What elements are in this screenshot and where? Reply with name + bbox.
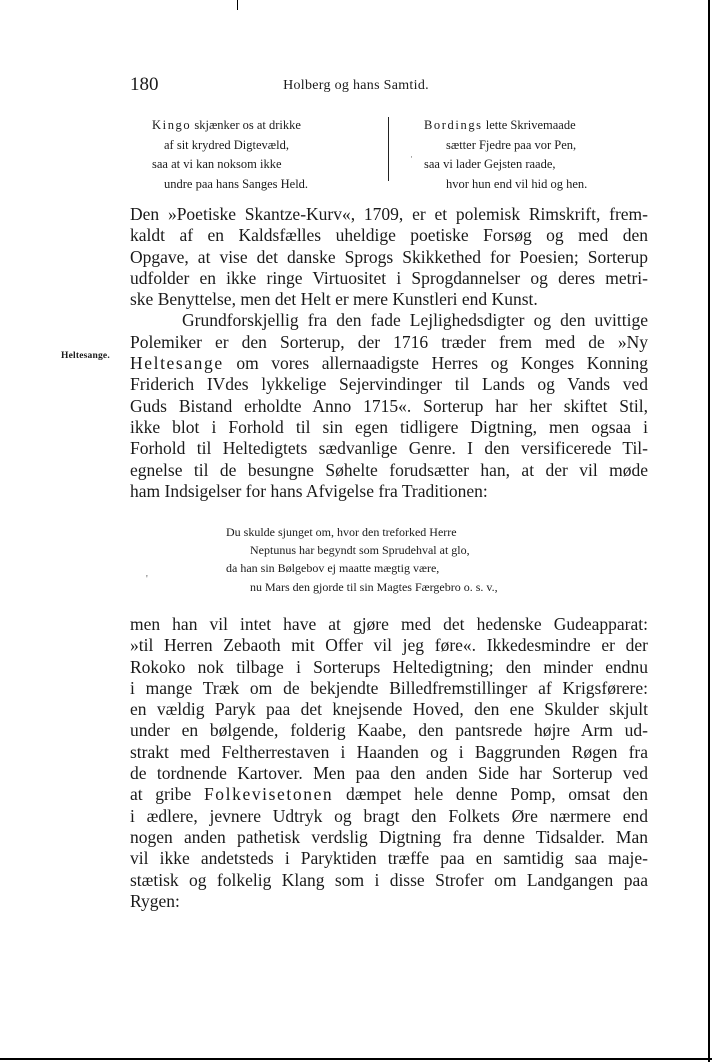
body-paragraphs-1-2 (130, 204, 648, 502)
text-line: kaldt af en Kaldsfælles uheldige poetiske Forsøg og med den (130, 225, 648, 246)
text-line: men han vil intet have at gjøre med det hedenske Gudeapparat: (130, 614, 648, 634)
margin-note: Heltesange. (61, 351, 110, 361)
text-line: strakt med Feltherrestaven i Haanden og i Baggrunden Røgen fra (130, 741, 648, 762)
text-line: »til Herren Zebaoth mit Offer vil jeg føre«. Ikkedesmindre er der (130, 635, 648, 656)
text-line: i mange Træk om de bekjendte Billedfremstillinger af Krigsførere: (130, 677, 648, 698)
text-line: Den »Poetiske Skantze-Kurv«, 1709, er et polemisk Rimskrift, frem- (130, 204, 648, 224)
text-line: Grundforskjellig fra den fade Lejlighedsdigter og den uvittige (182, 310, 648, 331)
text-line: Polemiker er den Sorterup, der 1716 træder frem med de »Ny (130, 331, 648, 352)
bottom-edge-line (0, 1058, 712, 1060)
text-line: udfolder en ikke ringe Virtuositet i Sprogdannelser og deres metri- (130, 267, 648, 288)
text-line: egnelse til de besungne Søhelte forudsætter han, at der vil møde (130, 459, 648, 480)
text-line: ikke blot i Forhold til sin egen tidligere Digtning, men ogsaa i (130, 416, 648, 437)
verse-line: Kingo skjænker os at drikke (152, 118, 301, 132)
text-line: Rokoko nok tilbage i Sorterups Heltedigtning; den minder endnu (130, 656, 648, 677)
stray-mark: · (410, 152, 413, 162)
poem-line: nu Mars den gjorde til sin Magtes Færgebro o. s. v., (250, 579, 498, 594)
text-line: Rygen: (130, 890, 180, 911)
poem-quote (226, 523, 498, 596)
text-line: en vældig Paryk paa det knejsende Hoved, den ene Skulder skjult (130, 699, 648, 720)
verse-right-column (424, 116, 587, 194)
poem-line: Neptunus har begyndt som Sprudehval at glo, (250, 543, 470, 558)
page-number: 180 (130, 74, 159, 95)
text-line: Heltesange om vores allernaadigste Herres og Konges Konning (130, 353, 648, 374)
text-line: at gribe Folkevisetonen dæmpet hele denne Pomp, omsat den (130, 784, 648, 805)
text-line: ham Indsigelser for hans Afvigelse fra Traditionen: (130, 480, 488, 501)
right-edge-line (708, 0, 710, 1062)
body-paragraph-3 (130, 614, 648, 912)
text-line: Friderich IVdes lykkelige Sejervindinger til Lands og Vands ved (130, 374, 648, 395)
text-line: i ædlere, jevnere Udtryk og bragt den Folkets Øre nærmere end (130, 805, 648, 826)
running-title: Holberg og hans Samtid. (283, 78, 429, 93)
text-line: stætisk og folkelig Klang som i disse Strofer om Landgangen paa (130, 869, 648, 890)
text-line: Opgave, at vise det danske Sprogs Skikkethed for Poesien; Sorterup (130, 246, 648, 267)
verse-line: af sit krydred Digtevæld, (164, 137, 289, 152)
text-line: Guds Bistand erholdte Anno 1715«. Sorterup har her skiftet Stil, (130, 395, 648, 416)
spaced-term: Folkevisetonen (203, 784, 334, 805)
verse-left-column (152, 116, 308, 194)
text-line: de tordnende Kartover. Men paa den anden Side har Sorterup ved (130, 763, 648, 784)
text-line: Forhold til Heltedigtets sædvanlige Genre. I den versificerede Til- (130, 438, 648, 459)
verse-line: hvor hun end vil hid og hen. (446, 176, 588, 191)
verse-line: saa vi lader Gejsten raade, (424, 157, 556, 171)
text-line: vil ikke andetsteds i Paryktiden træffe paa en samtidig saa maje- (130, 848, 648, 869)
column-separator (388, 117, 389, 181)
verse-line: saa at vi kan noksom ikke (152, 157, 282, 171)
top-scan-mark (237, 0, 238, 10)
spaced-title: Heltesange (130, 353, 224, 374)
verse-line: sætter Fjedre paa vor Pen, (446, 137, 577, 152)
poem-line: da han sin Bølgebov ej maatte mægtig være, (226, 561, 440, 576)
text-line: nogen anden pathetisk verdslig Digtning fra denne Tidsalder. Man (130, 826, 648, 847)
text-line: under en bølgende, folderig Kaabe, den pantsrede højre Arm ud- (130, 720, 648, 741)
verse-line: Bordings lette Skrivemaade (424, 118, 576, 132)
text-line: ske Benyttelse, men det Helt er mere Kunstleri end Kunst. (130, 289, 538, 310)
verse-line: undre paa hans Sanges Held. (164, 176, 309, 191)
poem-line: Du skulde sjunget om, hvor den treforked Herre (226, 525, 457, 539)
stray-mark: ' (146, 574, 148, 585)
